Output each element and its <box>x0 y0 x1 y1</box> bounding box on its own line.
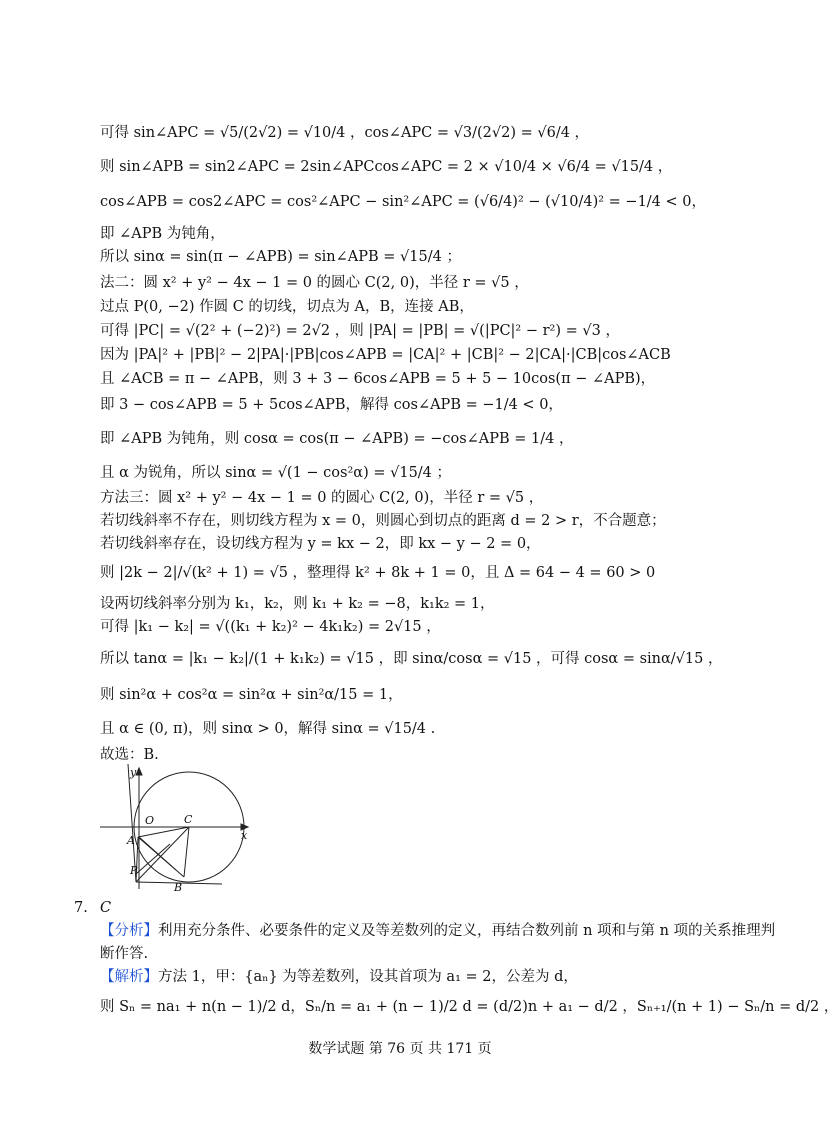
solution-line: 若切线斜率存在，设切线方程为 y = kx − 2，即 kx − y − 2 = 0， <box>100 536 541 552</box>
solution-line: 过点 P(0, −2) 作圆 C 的切线，切点为 A，B，连接 AB， <box>100 299 474 315</box>
solution-line: 设两切线斜率分别为 k₁，k₂，则 k₁ + k₂ = −8，k₁k₂ = 1， <box>100 596 495 612</box>
page-footer: 数学试题 第 76 页 共 171 页 <box>308 1041 492 1057</box>
solution-line: 即 3 − cos∠APB = 5 + 5cos∠APB，解得 cos∠APB = −1/4 < 0， <box>100 397 563 413</box>
solution-line: 方法三：圆 x² + y² − 4x − 1 = 0 的圆心 C(2, 0)，半径 r = √5 ， <box>100 490 544 506</box>
solution-line: 可得 |k₁ − k₂| = √((k₁ + k₂)² − 4k₁k₂) = 2√15 ， <box>100 619 441 635</box>
solution-line: 则 sin²α + cos²α = sin²α + sin²α/15 = 1， <box>100 687 403 703</box>
solution-line: 故选：B. <box>100 747 159 763</box>
figure-label-x: x <box>241 829 248 842</box>
solution-line: 则 |2k − 2|/√(k² + 1) = √5 ，整理得 k² + 8k + 1 = 0，且 Δ = 64 − 4 = 60 > 0 <box>100 565 656 581</box>
solution-tag: 【解析】 <box>100 969 158 985</box>
solution-line: 所以 tanα = |k₁ − k₂|/(1 + k₁k₂) = √15 ，即 sinα/cosα = √15 ，可得 cosα = sinα/√15 ， <box>100 651 723 667</box>
solution-line: 所以 sinα = sin(π − ∠APB) = sin∠APB = √15/4 ； <box>100 249 461 265</box>
solution-line: 可得 |PC| = √(2² + (−2)²) = 2√2 ，则 |PA| = |PB| = √(|PC|² − r²) = √3 ， <box>100 323 620 339</box>
solution-text: 方法 1，甲：{aₙ} 为等差数列，设其首项为 a₁ = 2，公差为 d， <box>158 969 578 985</box>
solution-line: 且 ∠ACB = π − ∠APB，则 3 + 3 − 6cos∠APB = 5 + 5 − 10cos(π − ∠APB)， <box>100 371 656 387</box>
solution-header-line <box>100 964 730 990</box>
solution-line: 则 Sₙ = na₁ + n(n − 1)/2 d，Sₙ/n = a₁ + (n − 1)/2 d = (d/2)n + a₁ − d/2 ，Sₙ₊₁/(n + 1) − Sₙ/n = d/2 ， <box>100 999 838 1015</box>
figure-label-o: O <box>145 814 155 827</box>
solution-line: 即 ∠APB 为钝角，则 cosα = cos(π − ∠APB) = −cos∠APB = 1/4 ， <box>100 431 574 447</box>
figure-label-a: A <box>127 834 135 847</box>
solution-line: cos∠APB = cos2∠APC = cos²∠APC − sin²∠APC = (√6/4)² − (√10/4)² = −1/4 < 0， <box>100 194 707 210</box>
item-number: 7. <box>74 900 88 916</box>
figure-label-y: y <box>130 766 137 779</box>
solution-line: 即 ∠APB 为钝角， <box>100 226 225 242</box>
solution-line: 则 sin∠APB = sin2∠APC = 2sin∠APCcos∠APC = 2 × √10/4 × √6/4 = √15/4 ， <box>100 159 673 175</box>
figure-label-c: C <box>184 813 193 826</box>
analysis-tag: 【分析】 <box>100 923 158 939</box>
geometry-figure <box>96 764 256 894</box>
solution-line: 法二：圆 x² + y² − 4x − 1 = 0 的圆心 C(2, 0)，半径 r = √5 ， <box>100 275 529 291</box>
item-answer: C <box>100 900 112 916</box>
solution-line: 若切线斜率不存在，则切线方程为 x = 0，则圆心到切点的距离 d = 2 > r，不合题意； <box>100 513 666 529</box>
figure-label-p: P <box>130 864 138 877</box>
solution-line: 可得 sin∠APC = √5/(2√2) = √10/4 ，cos∠APC = √3/(2√2) = √6/4 ， <box>100 125 590 141</box>
figure-label-b: B <box>174 881 183 894</box>
solution-line: 因为 |PA|² + |PB|² − 2|PA|·|PB|cos∠APB = |CA|² + |CB|² − 2|CA|·|CB|cos∠ACB <box>100 347 671 363</box>
analysis-text: 利用充分条件、必要条件的定义及等差数列的定义，再结合数列前 n 项和与第 n 项的关系推理判 <box>158 923 776 939</box>
solution-line: 且 α ∈ (0, π)，则 sinα > 0，解得 sinα = √15/4 . <box>100 721 436 737</box>
analysis-line-2: 断作答. <box>100 946 149 962</box>
solution-line: 且 α 为锐角，所以 sinα = √(1 − cos²α) = √15/4 ； <box>100 465 452 481</box>
